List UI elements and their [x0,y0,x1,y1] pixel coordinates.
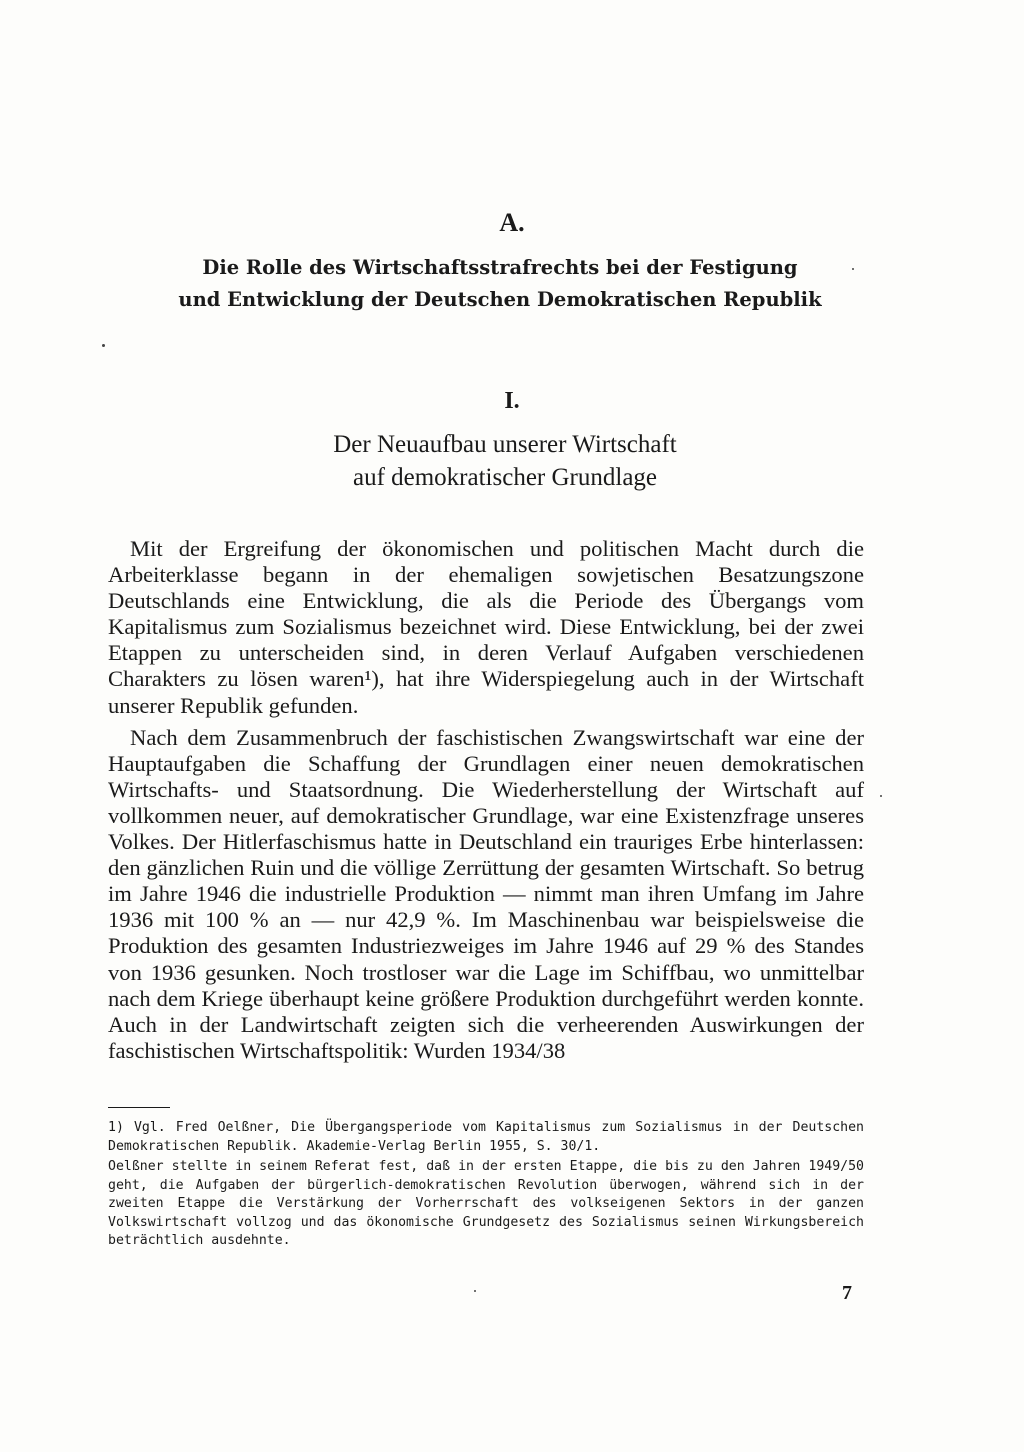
body-paragraph-1: Mit der Ergreifung der ökonomischen und politischen Macht durch die Arbeiterklasse begann in der ehemaligen sowjetischen Besatzungszone Deutschlands eine Entwicklung, die als die Periode des Übergangs vom Kapitalismus zum Sozialismus bezeichnet wird. Diese Entwicklung, bei der zwei Etappen zu unterscheiden sind, in deren Verlauf Aufgaben verschiedenen Charakters zu lösen waren¹), hat ihre Widerspiegelung auch in der Wirtschaft unserer Republik gefunden. [108,536,864,718]
part-title [100,252,900,316]
footnote-1-continued: Oelßner stellte in seinem Referat fest, daß in der ersten Etappe, die bis zu den Jahren 1949/50 geht, die Aufgaben der bürgerlich-demokratischen Revolution überwogen, während sich in der zweiten Etappe die Verstärkung der Vorherrschaft des volkseigenen Sektors in der ganzen Volkswirtschaft vollzog und das ökonomische Grundgesetz des Sozialismus seinen Wirkungsbereich beträchtlich ausdehnte. [108,1159,864,1248]
body-text [108,536,864,1064]
chapter-title [160,428,850,494]
part-title-line-2: und Entwicklung der Deutschen Demokratischen Republik [178,288,822,311]
scan-speck [880,795,882,797]
chapter-label: I. [504,388,520,414]
part-title-line-1: Die Rolle des Wirtschaftsstrafrechts bei der Festigung [202,256,798,279]
chapter-title-line-1: Der Neuaufbau unserer Wirtschaft [333,431,677,458]
page-number: 7 [842,1282,852,1304]
footnotes [108,1119,864,1251]
scan-speck [852,268,854,270]
chapter-title-line-2: auf demokratischer Grundlage [352,464,658,491]
footnote-1: 1) Vgl. Fred Oelßner, Die Übergangsperiode vom Kapitalismus zum Sozialismus in der Deutschen Demokratischen Republik. Akademie-Verlag Berlin 1955, S. 30/1. [108,1120,864,1154]
scan-speck [474,1290,476,1292]
body-paragraph-2: Nach dem Zusammenbruch der faschistischen Zwangswirtschaft war eine der Hauptaufgaben die Schaffung der Grundlagen einer neuen demokratischen Wirtschafts- und Staatsordnung. Die Wiederherstellung der Wirtschaft auf vollkommen neuer, auf demokratischer Grundlage, war eine Existenzfrage unseres Volkes. Der Hitlerfaschismus hatte in Deutschland ein trauriges Erbe hinterlassen: den gänzlichen Ruin und die völlige Zerrüttung der gesamten Wirtschaft. So betrug im Jahre 1946 die industrielle Produktion — nimmt man ihren Umfang im Jahre 1936 mit 100 % an — nur 42,9 %. Im Maschinenbau war beispielsweise die Produktion des gesamten Industriezweiges im Jahre 1946 auf 29 % des Standes von 1936 gesunken. Noch trostloser war die Lage im Schiffbau, wo unmittelbar nach dem Kriege überhaupt keine größere Produktion durchgeführt werden konnte. Auch in der Landwirtschaft zeigten sich die verheerenden Auswirkungen der faschistischen Wirtschaftspolitik: Wurden 1934/38 [108,724,864,1063]
part-label: A. [499,208,525,237]
scan-speck [102,344,105,347]
footnote-rule [108,1107,170,1108]
